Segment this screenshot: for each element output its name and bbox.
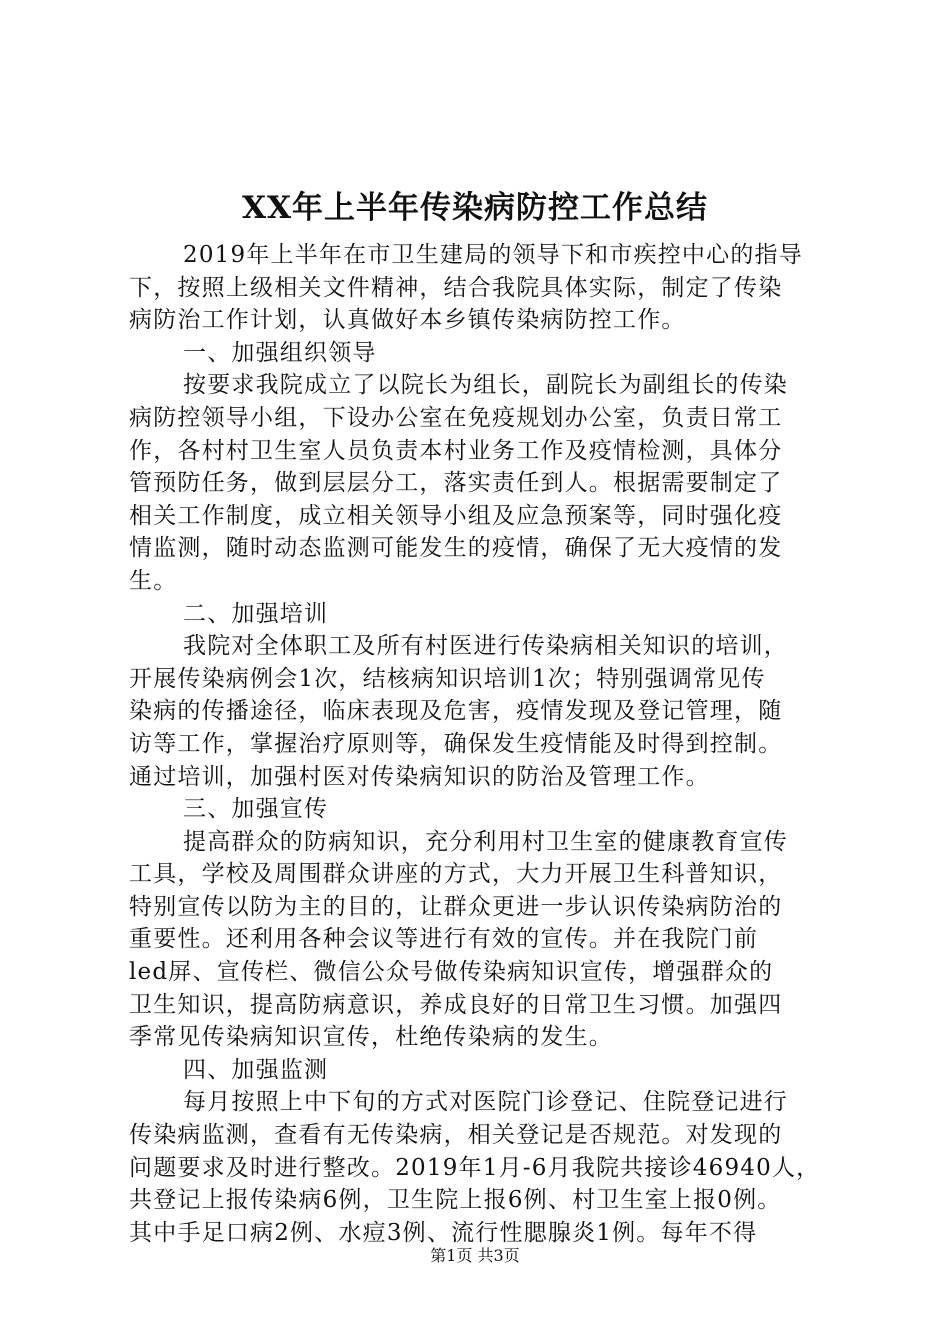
paragraph-line: 我院对全体职工及所有村医进行传染病相关知识的培训，	[183, 633, 788, 660]
paragraph-line: 生。	[129, 567, 178, 594]
paragraph-line: 病防控领导小组，下设办公室在免疫规划办公室，负责日常工	[129, 404, 783, 431]
section-heading: 三、加强宣传	[183, 796, 329, 823]
paragraph-line: 下，按照上级相关文件精神，结合我院具体实际，制定了传染	[129, 274, 783, 301]
paragraph-line: 按要求我院成立了以院长为组长，副院长为副组长的传染	[183, 372, 788, 399]
section-heading: 一、加强组织领导	[183, 339, 377, 366]
paragraph-line: 其中手足口病2例、水痘3例、流行性腮腺炎1例。每年不得	[129, 1219, 758, 1246]
paragraph-line: 季常见传染病知识宣传，杜绝传染病的发生。	[129, 1024, 613, 1051]
paragraph-line: 提高群众的防病知识，充分利用村卫生室的健康教育宣传	[183, 828, 788, 855]
paragraph-line: 卫生知识，提高防病意识，养成良好的日常卫生习惯。加强四	[129, 991, 783, 1018]
paragraph-line: 特别宣传以防为主的目的，让群众更进一步认识传染病防治的	[129, 893, 783, 920]
paragraph-line: 每月按照上中下旬的方式对医院门诊登记、住院登记进行	[183, 1089, 788, 1116]
paragraph-line: 问题要求及时进行整改。2019年1月-6月我院共接诊46940人，	[129, 1154, 821, 1181]
paragraph-line: 重要性。还利用各种会议等进行有效的宣传。并在我院门前	[129, 926, 759, 953]
document-body	[129, 239, 834, 1249]
paragraph-line: 情监测，随时动态监测可能发生的疫情，确保了无大疫情的发	[129, 535, 783, 562]
paragraph-line: 作，各村村卫生室人员负责本村业务工作及疫情检测，具体分	[129, 437, 783, 464]
paragraph-line: 共登记上报传染病6例，卫生院上报6例、村卫生室上报0例。	[129, 1187, 782, 1214]
page-footer: 第1页 共3页	[430, 1246, 520, 1265]
paragraph-line: 访等工作，掌握治疗原则等，确保发生疫情能及时得到控制。	[129, 730, 783, 757]
section-heading: 二、加强培训	[183, 600, 329, 627]
paragraph-line: 工具，学校及周围群众讲座的方式，大力开展卫生科普知识，	[129, 861, 783, 888]
paragraph-line: 染病的传播途径，临床表现及危害，疫情发现及登记管理，随	[129, 698, 783, 725]
document-title: XX年上半年传染病防控工作总结	[241, 190, 709, 226]
paragraph-line: 传染病监测，查看有无传染病，相关登记是否规范。对发现的	[129, 1122, 783, 1149]
paragraph-line: 病防治工作计划，认真做好本乡镇传染病防控工作。	[129, 307, 686, 334]
paragraph-line: led屏、宣传栏、微信公众号做传染病知识宣传，增强群众的	[129, 959, 774, 986]
paragraph-line: 通过培训，加强村医对传染病知识的防治及管理工作。	[129, 763, 710, 790]
section-heading: 四、加强监测	[183, 1056, 329, 1083]
paragraph-line: 开展传染病例会1次，结核病知识培训1次；特别强调常见传	[129, 665, 766, 692]
paragraph-line: 管预防任务，做到层层分工，落实责任到人。根据需要制定了	[129, 470, 783, 497]
paragraph-line: 2019年上半年在市卫生建局的领导下和市疾控中心的指导	[183, 242, 803, 268]
paragraph-line: 相关工作制度，成立相关领导小组及应急预案等，同时强化疫	[129, 502, 783, 529]
